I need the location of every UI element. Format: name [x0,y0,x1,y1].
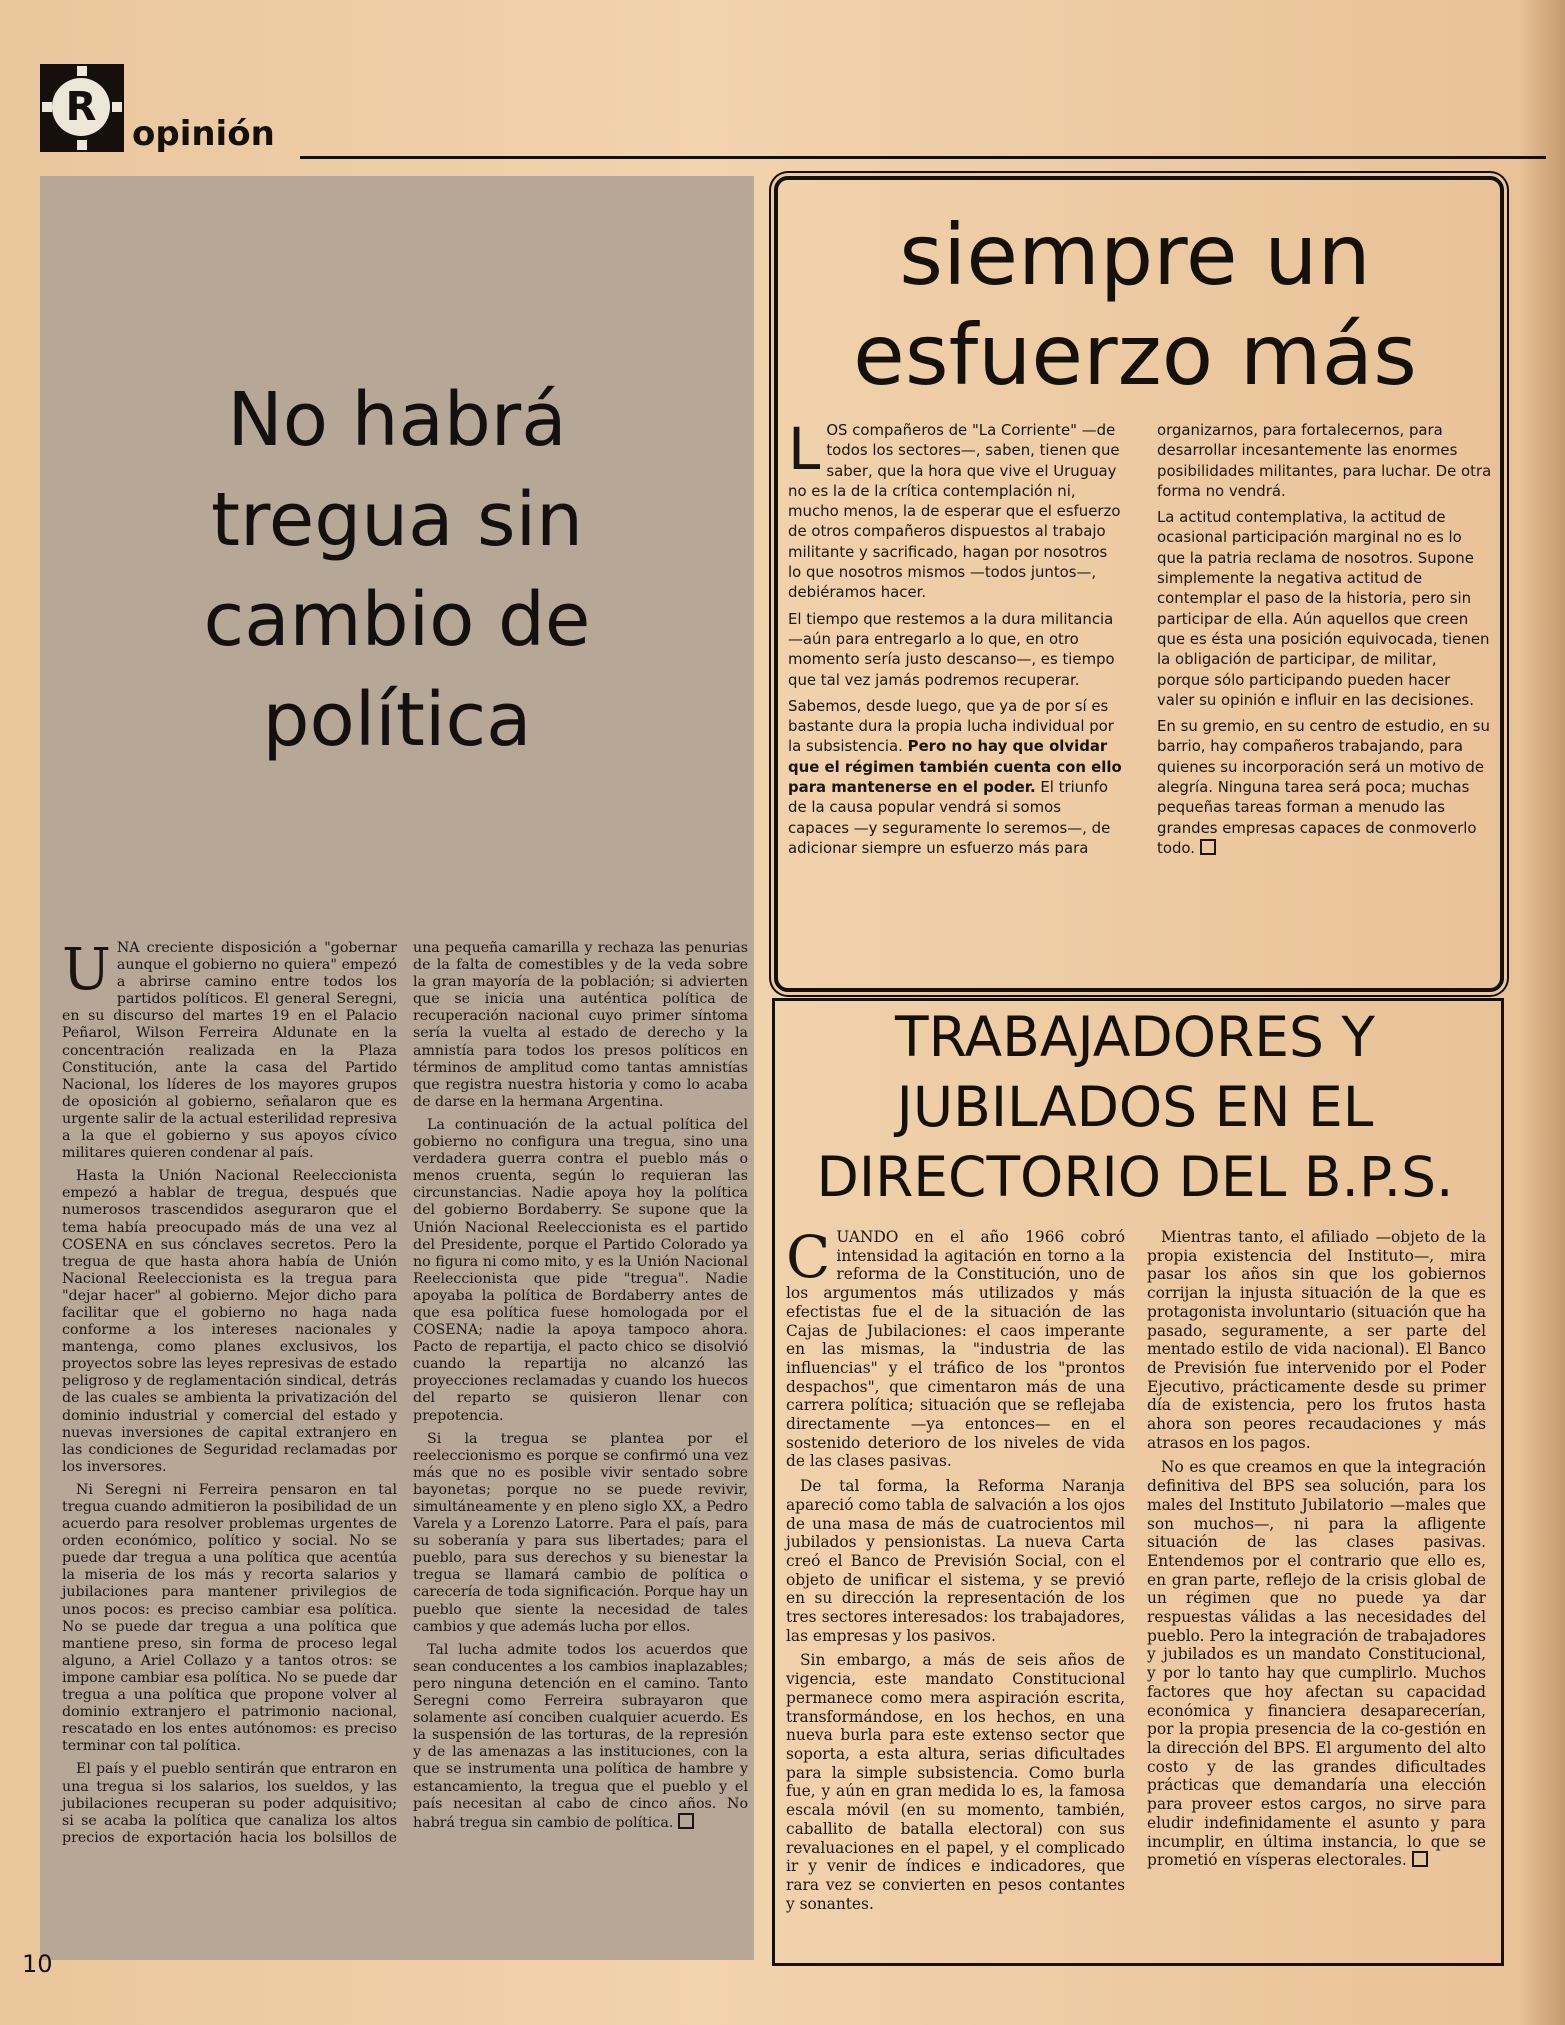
paragraph: Hasta la Unión Nacional Reeleccionista empezó a hablar de tregua, después que numerosos trascendidos aseguraron que el tema había preocupado más de una vez al COSENA en sus cónclaves secretos. Pero la tregua de que hasta ahora había de Unión Nacional Reeleccionista es la tregua para "dejar hacer" al gobierno. Mejor dicho para facilitar que el gobierno no haga nada conforme a los intereses nacionales y mantenga, como planes exclusivos, los proyectos sobre las leyes represivas de estado peligroso y de reglamentación sindical, detrás de las cuales se ambienta la privatización del dominio industrial y comercial del estado y nuevas inversiones de capital extranjero en las condiciones de Seguridad reclamadas por los inversores. [62,1168,397,1475]
paragraph [788,415,1123,603]
paragraph [62,935,397,1162]
paragraph-text: NA creciente disposición a "gobernar aunque el gobierno no quiera" empezó a abrirse camino entre todos los partidos políticos. El general Seregni, en su discurso del martes 19 en el Palacio Peñarol, Wilson Ferreira Aldunate en la concentración realizada en la Plaza Constitución, ante la casa del Partido Nacional, los líderes de los mayores grupos de oposición al gobierno, señalaron que es urgente salir de la actual esterilidad represiva a la que el gobierno y sus apoyos cívico militares quieren condenar al país. [62,940,397,1162]
logo-tick [112,102,122,112]
paragraph [1147,1458,1486,1869]
page-number: 10 [22,1950,53,1978]
left-article-body [62,935,748,1940]
masthead [40,64,1506,164]
masthead-rule [300,156,1546,159]
paragraph: Sin embargo, a más de seis años de vigencia, este mandato Constitucional permanece como mera aspiración escrita, transformándose, en los hechos, en una nueva burla para este extenso sector que soporta, a esta altura, serias dificultades para la simple subsistencia. Como burla fue, y aún en gran medida lo es, la famosa escala móvil (en su momento, también, caballito de batalla electoral) con sus revaluaciones en el papel, y el complicado ir y venir de índices e indicadores, que rara vez se convierten en pesos contantes y sonantes. [786,1651,1125,1913]
paragraph: Ni Seregni ni Ferreira pensaron en tal tregua cuando admitieron la posibilidad de un acuerdo para resolver problemas urgentes de orden económico, político y social. No se puede dar tregua a una política que acentúa la miseria de los más y recorta salarios y jubilaciones para mantener privilegios de unos pocos: es preciso cambiar esa política. No se puede dar tregua a una política que mantiene preso, sin forma de proceso legal alguno, a Ariel Collazo y a tantos otros: se impone cambiar esa política. No se puede dar tregua a una política que propone volver al dominio extranjero el patrimonio nacional, rescatado en los entes autónomos: es preciso terminar con tal política. [62,1481,397,1755]
paragraph: El país y el pueblo sentirán que entraron en una tregua si los salarios, los sueldos, y las jubilaciones recuperan su poder adquisitivo; si se acaba la política que canaliza los altos precios de exportación hacia los bolsillos de una pequeña camarilla y rechaza las penurias de la falta de comestibles y de la veda sobre la gran mayoría de la población; si advierten que se inicia una auténtica política de recuperación nacional cuyo primer síntoma sería la vuelta al estado de derecho y la amnistía para todos los presos políticos en términos de amplitud como tantas amnistías que registra nuestra historia y como lo acaba de darse en la hermana Argentina. [62,940,748,1846]
title-line: esfuerzo más [853,306,1417,404]
title-line: TRABAJADORES Y [894,1005,1376,1069]
end-mark-icon [1200,839,1216,855]
left-article-title [40,370,754,770]
paragraph [1157,716,1492,858]
box-siempre-title [790,205,1480,405]
paragraph-text: UANDO en el año 1966 cobró intensidad la agitación en torno a la reforma de la Constitución, uno de los argumentos más utilizados y más efectistas fue el de la situación de las Cajas de Jubilaciones: el caos imperante en las mismas, la "industria de las influencias" y el tráfico de los "prontos despachos", que cimentaron más de una carrera política; situación que se reflejaba directamente —ya entonces— en el sostenido deterioro de los niveles de vida de las clases pasivas. [786,1228,1125,1471]
paragraph-text: En su gremio, en su centro de estudio, en su barrio, hay compañeros trabajando, para quienes su incorporación será un motivo de alegría. Ninguna tarea será poca; muchas pequeñas tareas forman a menudo las grandes empresas capaces de conmoverlo todo. [1157,717,1490,857]
paragraph-text: No es que creamos en que la integración definitiva del BPS sea solución, para los males del Instituto Jubilatorio —males que son muchos—, ni para la afligente situación de las clases pasivas. Entendemos por el contrario que ello es, en gran parte, reflejo de la crisis global de un régimen que no puede ya dar respuestas válidas a las necesidades del pueblo. Pero la integración de trabajadores y jubilados es un mandato Constitucional, y por lo tanto hay que cumplirlo. Muchos factores que hoy afectan su capacidad económica y financiera desaparecerían, por la propia presencia de la co-gestión en la dirección del BPS. El argumento del alto costo y de las grandes dificultades prácticas que demandaría una elección para proveer estos cargos, no sirve para eludir indefinidamente el asunto y para incumplir, en última instancia, lo que se prometió en vísperas electorales. [1147,1458,1486,1870]
title-line: siempre un [899,206,1371,304]
title-line: tregua sin [210,477,584,563]
bold-statement: Pero no hay que olvidar que el régimen también cuenta con ello para mantenerse en el poder. [788,737,1122,797]
paragraph-text: Sabemos, desde luego, que ya de por sí es bastante dura la propia lucha individual por la subsistencia. [788,696,1114,756]
paragraph: La continuación de la actual política del gobierno no configura una tregua, sino una verdadera guerra contra el pueblo más o menos cruenta, según lo requieran las circunstancias. Nadie apoya hoy la política del gobierno Bordaberry. Se supone que la Unión Nacional Reeleccionista es el partido del Presidente, porque el Partido Colorado ya no figura ni como mito, y es la Unión Nacional Reeleccionista que pide "tregua". Nadie apoyaba la política de Bordaberry antes de que esa política fuese homologada por el COSENA; nadie la apoya tampoco ahora. Pacto de repartija, el pacto chico se disolvió cuando la repartija no alcanzó las proyecciones reclamadas y cuando los huecos del reparto se quisieron llenar con prepotencia. [413,1116,748,1424]
dropcap: C [786,1223,831,1291]
logo-tick [77,140,87,150]
dropcap: L [788,415,821,483]
r-logo-icon [40,64,124,152]
title-line: política [262,677,532,763]
section-label: opinión [132,114,275,154]
paragraph [786,1223,1125,1471]
logo-letter: R [65,84,97,130]
paragraph: La actitud contemplativa, la actitud de ocasional participación marginal no es lo que la patria reclama de nosotros. Supone simplemente la negativa actitud de contemplar el paso de la historia, pero sin participar de ella. Aún aquellos que creen que es ésta una posición equivocada, tienen la obligación de participar, de militar, porque sólo participando pueden hacer valer su opinión e influir en las decisiones. [1157,508,1490,709]
paragraph: Si la tregua se plantea por el reeleccionismo es porque se confirmó una vez más que no es posible vivir sentado sobre bayonetas; porque no se puede revivir, simultáneamente y en pleno siglo XX, a Pedro Varela y a Lorenzo Latorre. Para el país, para su soberanía y para sus libertades; para el pueblo, para sus derechos y su bienestar la tregua se llamará cambio de política o carecería de toda significación. Porque hay un pueblo que siente la necesidad de tales cambios y que además lucha por ellos. [413,1430,748,1635]
paragraph-text: Tal lucha admite todos los acuerdos que sean conducentes a los cambios inaplazables; pero ninguna detención en el camino. Tanto Seregni como Ferreira subrayaron que solamente así conciben cualquier acuerdo. Es la suspensión de las torturas, de la represión y de las amenazas a las instituciones, con la que se instrumenta una política de hambre y estancamiento, la tregua que el pueblo y el país necesitan al cabo de cinco años. No habrá tregua sin cambio de política. [413,1641,748,1831]
paragraph: El tiempo que restemos a la dura militancia —aún para entregarlo a lo que, en otro momento sería justo descanso—, es tiempo que tal vez jamás podremos recuperar. [788,609,1115,689]
logo-tick [77,66,87,76]
title-line: JUBILADOS EN EL [896,1075,1374,1139]
end-mark-icon [1412,1851,1428,1867]
title-line: No habrá [227,377,567,463]
end-mark-icon [678,1813,694,1829]
paragraph: De tal forma, la Reforma Naranja apareció como tabla de salvación a los ojos de una masa de más de cuatrocientos mil jubilados y pensionistas. La nueva Carta creó el Banco de Previsión Social, con el objeto de unificar el sistema, y se previó en su dirección la representación de los tres sectores interesados: los trabajadores, las empresas y los pasivos. [786,1477,1125,1645]
box-siempre-body [788,415,1492,975]
paragraph: Mientras tanto, el afiliado —objeto de la propia existencia del Instituto—, mira pasar los años sin que los gobiernos corrijan la injusta situación de la que es protagonista involuntario (situación que ha pasado, seguramente, a ser parte del mentado estilo de vida nacional). El Banco de Previsión fue intervenido por el Poder Ejecutivo, prácticamente desde su primer día de existencia, pero los frutos hasta ahora son peores recaudaciones y más atrasos en los pagos. [1147,1228,1486,1452]
box-bps-body [786,1223,1486,1953]
dropcap: U [62,935,111,1003]
title-line: DIRECTORIO DEL B.P.S. [816,1145,1454,1209]
paragraph-text: OS compañeros de "La Corriente" —de todos los sectores—, saben, tienen que saber, que la hora que vive el Uruguay no es la de la crítica contemplación ni, mucho menos, la de esperar que el esfuerzo de otros compañeros dispuestos al trabajo militante y sacrificado, hagan por nosotros lo que nosotros mismos —todos juntos—, debiéramos hacer. [788,421,1121,602]
title-line: cambio de [203,577,591,663]
box-bps-title [776,1002,1494,1212]
logo-tick [42,102,52,112]
paragraph [413,1642,748,1832]
paragraph-text: El triunfo de la causa popular vendrá si somos capaces —y seguramente lo seremos—, de adicionar siempre un esfuerzo más para organizarnos, para fortalecernos, para desarrollar incesantemente las enormes posibilidades militantes, para luchar. De otra forma no vendrá. [788,421,1492,857]
